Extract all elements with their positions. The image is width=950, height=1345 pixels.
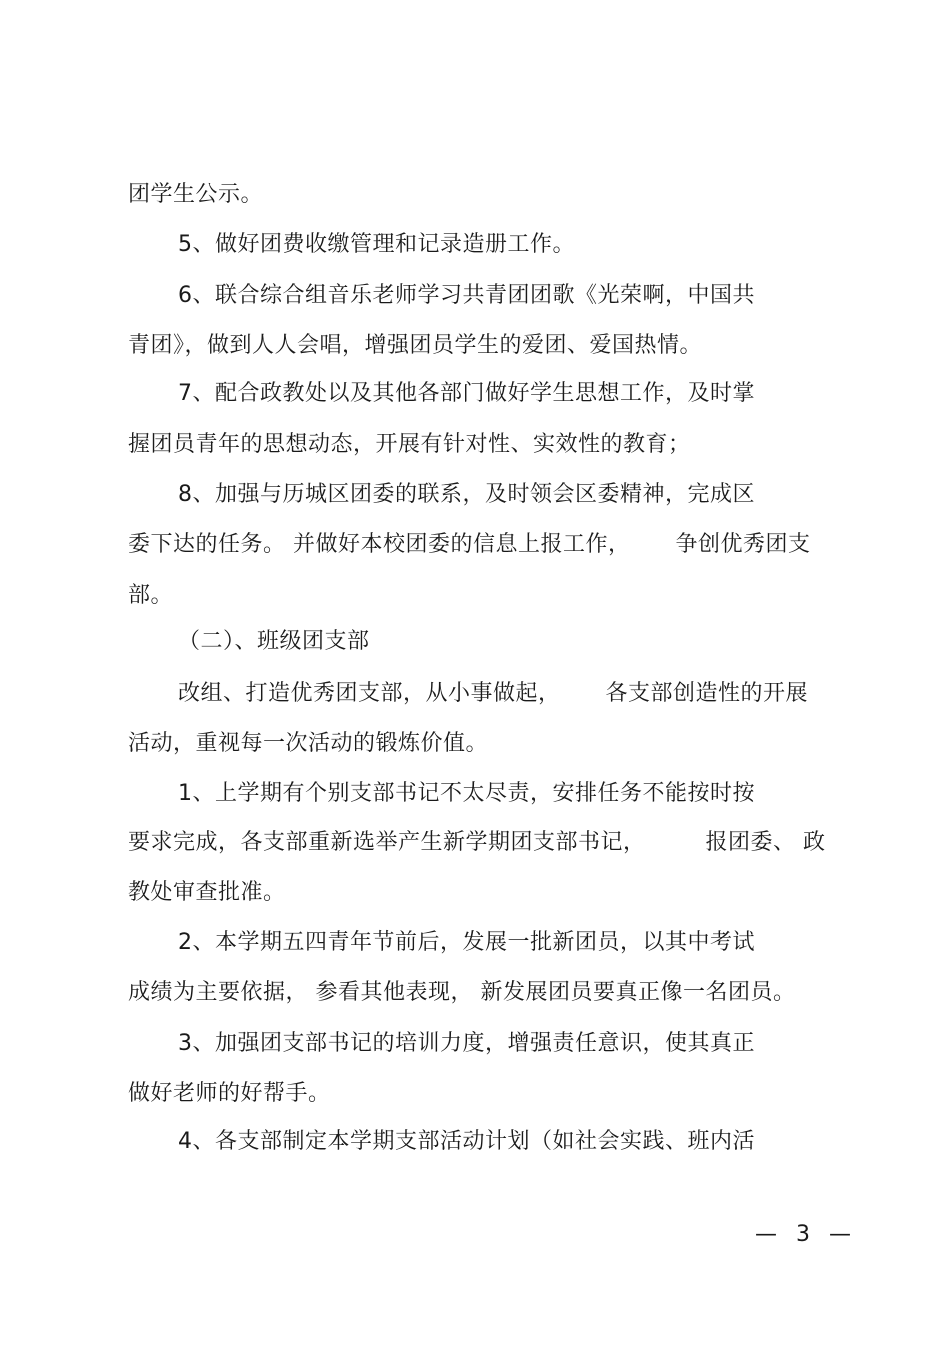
text-line: 握团员青年的思想动态，开展有针对性、实效性的教育； <box>128 432 691 457</box>
text-line: 部。 <box>128 583 174 608</box>
section-heading: （二）、班级团支部 <box>178 629 370 654</box>
page-number: — 3 — <box>755 1222 857 1247</box>
text-line: 成绩为主要依据， 参看其他表现， 新发展团员要真正像一名团员。 <box>128 980 796 1005</box>
text-line: 改组、打造优秀团支部，从小事做起， 各支部创造性的开展 <box>178 681 808 706</box>
text-line: 4、各支部制定本学期支部活动计划（如社会实践、班内活 <box>178 1129 755 1154</box>
text-line: 要求完成，各支部重新选举产生新学期团支部书记， 报团委、 政 <box>128 830 826 855</box>
text-line: 活动，重视每一次活动的锻炼价值。 <box>128 731 489 756</box>
text-line: 8、加强与历城区团委的联系，及时领会区委精神，完成区 <box>178 482 755 507</box>
text-line: 团学生公示。 <box>128 182 264 207</box>
text-line: 7、配合政教处以及其他各部门做好学生思想工作，及时掌 <box>178 381 755 406</box>
text-line: 委下达的任务。 并做好本校团委的信息上报工作， 争创优秀团支 <box>128 532 811 557</box>
text-line: 青团》，做到人人会唱，增强团员学生的爱团、爱国热情。 <box>128 333 703 358</box>
text-line: 5、做好团费收缴管理和记录造册工作。 <box>178 232 575 257</box>
text-line: 2、本学期五四青年节前后，发展一批新团员，以其中考试 <box>178 930 755 955</box>
text-line: 6、联合综合组音乐老师学习共青团团歌《光荣啊，中国共 <box>178 283 755 308</box>
text-line: 教处审查批准。 <box>128 880 286 905</box>
text-line: 3、加强团支部书记的培训力度，增强责任意识，使其真正 <box>178 1031 755 1056</box>
text-line: 做好老师的好帮手。 <box>128 1081 331 1106</box>
text-line: 1、上学期有个别支部书记不太尽责，安排任务不能按时按 <box>178 781 755 806</box>
